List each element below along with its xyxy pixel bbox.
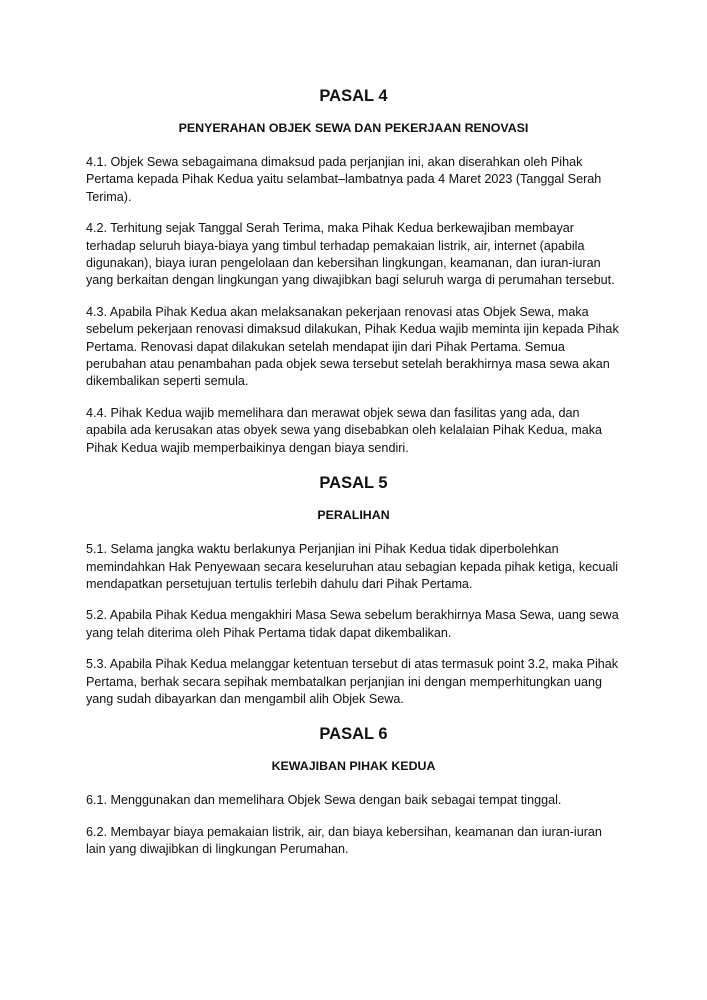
clause-4-2: 4.2. Terhitung sejak Tanggal Serah Terima, maka Pihak Kedua berkewajiban membayar terhadap seluruh biaya-biaya yang timbul terhadap pemakaian listrik, air, internet (apabila digunakan), biaya iuran pengelolaan dan kebersihan lingkungan, keamanan, dan iuran-iuran yang berkaitan dengan lingkungan yang diwajibkan bagi seluruh warga di perumahan tersebut. bbox=[86, 221, 615, 288]
clause-5-2: 5.2. Apabila Pihak Kedua mengakhiri Masa Sewa sebelum berakhirnya Masa Sewa, uang sewa yang telah diterima oleh Pihak Pertama tidak dapat dikembalikan. bbox=[86, 608, 619, 640]
pasal-5-title: PASAL 5 bbox=[319, 474, 388, 493]
pasal-4-title: PASAL 4 bbox=[319, 87, 388, 105]
pasal-5-clauses bbox=[86, 541, 621, 708]
pasal-5-heading: PERALIHAN bbox=[317, 508, 390, 523]
pasal-4-clauses bbox=[86, 154, 621, 457]
pasal-4-heading: PENYERAHAN OBJEK SEWA DAN PEKERJAAN RENOVASI bbox=[178, 121, 529, 135]
clause-5-1: 5.1. Selama jangka waktu berlakunya Perjanjian ini Pihak Kedua tidak diperbolehkan memindahkan Hak Penyewaan secara keseluruhan atau sebagian kepada pihak ketiga, kecuali mendapatkan persetujuan tertulis terlebih dahulu dari Pihak Pertama. bbox=[86, 542, 619, 591]
pasal-6-clauses bbox=[86, 792, 621, 858]
clause-4-4: 4.4. Pihak Kedua wajib memelihara dan merawat objek sewa dan fasilitas yang ada, dan apabila ada kerusakan atas obyek sewa yang disebabkan oleh kelalaian Pihak Kedua, maka Pihak Kedua wajib memperbaikinya dengan biaya sendiri. bbox=[86, 405, 602, 455]
pasal-6-section bbox=[86, 724, 621, 858]
clause-5-3: 5.3. Apabila Pihak Kedua melanggar ketentuan tersebut di atas termasuk point 3.2, maka Pihak Pertama, berhak secara sepihak membatalkan perjanjian ini dengan memperhitungkan uang yang sudah dibayarkan dan mengambil alih Objek Sewa. bbox=[86, 657, 619, 706]
pasal-4-section bbox=[86, 86, 621, 457]
clause-6-2: 6.2. Membayar biaya pemakaian listrik, air, dan biaya kebersihan, keamanan dan iuran-iuran lain yang diwajibkan di lingkungan Perumahan. bbox=[86, 824, 602, 857]
pasal-6-title: PASAL 6 bbox=[319, 725, 388, 744]
pasal-6-heading: KEWAJIBAN PIHAK KEDUA bbox=[271, 759, 436, 774]
clause-4-1: 4.1. Objek Sewa sebagaimana dimaksud pada perjanjian ini, akan diserahkan oleh Pihak Pertama kepada Pihak Kedua yaitu selambat–lambatnya pada 4 Maret 2023 (Tanggal Serah Terima). bbox=[86, 155, 602, 204]
pasal-5-section bbox=[86, 473, 621, 708]
clause-6-1: 6.1. Menggunakan dan memelihara Objek Sewa dengan baik sebagai tempat tinggal. bbox=[86, 793, 562, 808]
clause-4-3: 4.3. Apabila Pihak Kedua akan melaksanakan pekerjaan renovasi atas Objek Sewa, maka sebelum pekerjaan renovasi dimaksud dilakukan, Pihak Kedua wajib meminta ijin kepada Pihak Pertama. Renovasi dapat dilakukan setelah mendapat ijin dari Pihak Pertama. Semua perubahan atau penambahan pada objek sewa tersebut setelah berakhirnya masa sewa akan dikembalikan seperti semula. bbox=[86, 304, 619, 389]
